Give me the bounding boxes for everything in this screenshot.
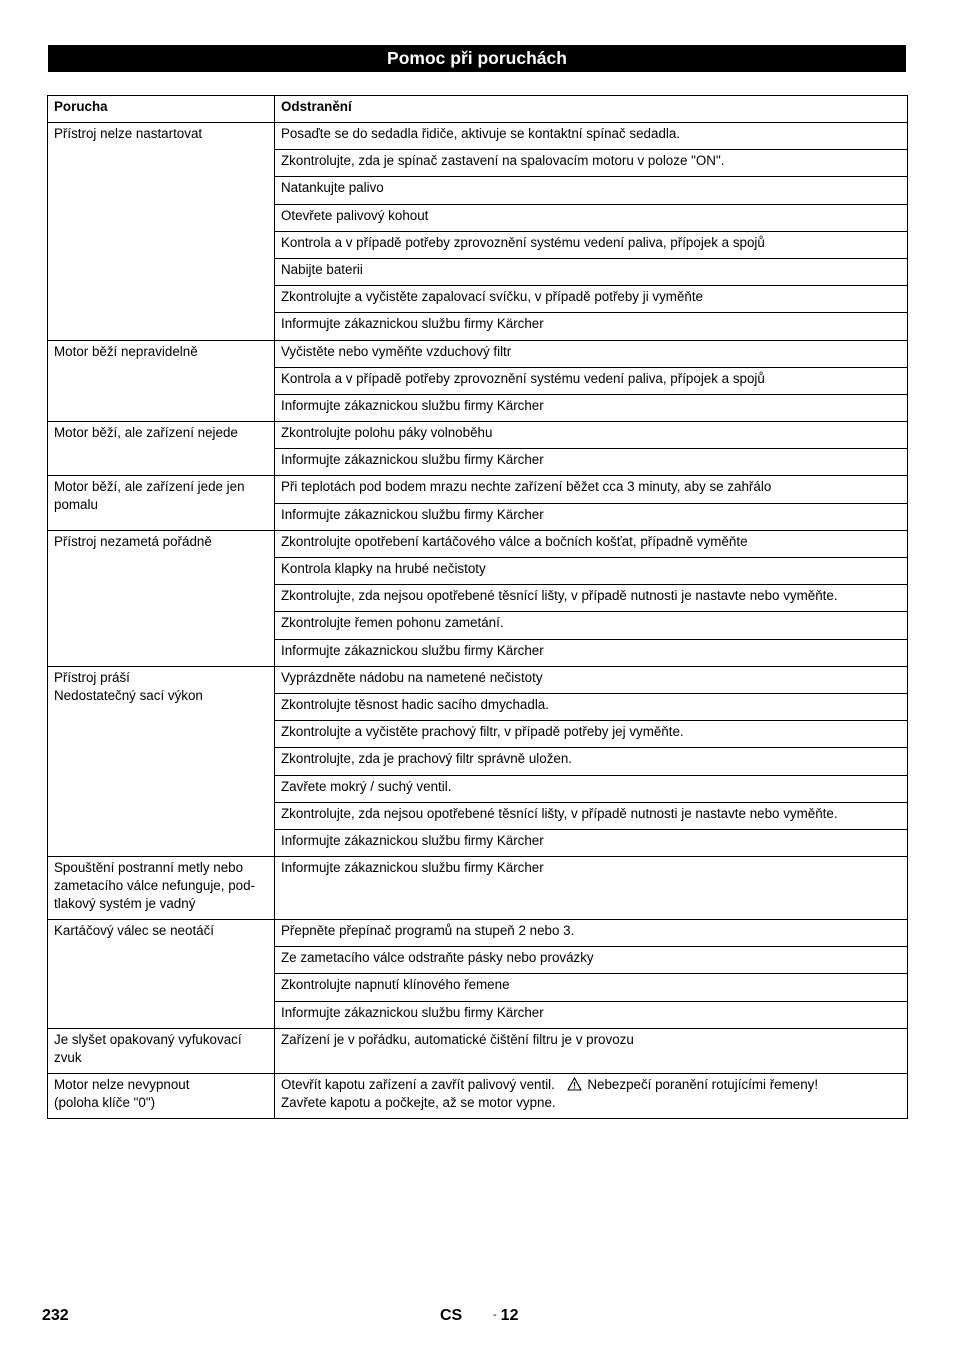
remedy-cell: Zkontrolujte řemen pohonu zametání. <box>275 612 908 639</box>
remedy-cell: Informujte zákaznickou službu firmy Kärcher <box>275 394 908 421</box>
remedy-cell: Ze zametacího válce odstraňte pásky nebo provázky <box>275 947 908 974</box>
remedy-cell: Přepněte přepínač programů na stupeň 2 nebo 3. <box>275 920 908 947</box>
remedy-cell: Zkontrolujte, zda nejsou opotřebené těsnící lišty, v případě nutnosti je nastavte nebo vyměňte. <box>275 802 908 829</box>
remedy-cell: Informujte zákaznickou službu firmy Kärcher <box>275 503 908 530</box>
remedy-cell: Zkontrolujte napnutí klínového řemene <box>275 974 908 1001</box>
remedy-cell: Informujte zákaznickou službu firmy Kärcher <box>275 829 908 856</box>
remedy-cell: Zkontrolujte, zda je prachový filtr správně uložen. <box>275 748 908 775</box>
fault-line: Nedostatečný sací výkon <box>54 687 203 703</box>
remedy-cell: Informujte zákaznickou službu firmy Kärcher <box>275 449 908 476</box>
table-row <box>48 857 908 920</box>
fault-cell <box>48 1073 275 1118</box>
fault-cell: Motor běží, ale zařízení nejede <box>48 422 275 476</box>
table-row <box>48 530 908 557</box>
table-row <box>48 1073 908 1118</box>
fault-cell: Přístroj nezametá pořádně <box>48 530 275 666</box>
remedy-cell: Při teplotách pod bodem mrazu nechte zařízení běžet cca 3 minuty, aby se zahřálo <box>275 476 908 503</box>
remedy-cell: Nabijte baterii <box>275 258 908 285</box>
remedy-cell: Zkontrolujte polohu páky volnoběhu <box>275 422 908 449</box>
fault-line: Přístroj práší <box>54 669 130 685</box>
warning-text: Nebezpečí poranění rotujícími řemeny! <box>587 1076 819 1092</box>
remedy-cell: Zavřete mokrý / suchý ventil. <box>275 775 908 802</box>
language-code: CS <box>440 1307 463 1324</box>
remedy-cell: Kontrola a v případě potřeby zprovoznění systému vedení paliva, přípojek a spojů <box>275 367 908 394</box>
remedy-cell: Informujte zákaznickou službu firmy Kärcher <box>275 857 908 920</box>
fault-cell: Přístroj nelze nastartovat <box>48 123 275 341</box>
table-row <box>48 476 908 503</box>
remedy-cell: Zařízení je v pořádku, automatické čištění filtru je v provozu <box>275 1028 908 1073</box>
table-row <box>48 920 908 947</box>
remedy-cell: Zkontrolujte, zda je spínač zastavení na spalovacím motoru v poloze "ON". <box>275 150 908 177</box>
remedy-cell: Zkontrolujte opotřebení kartáčového válce a bočních košťat, případně vyměňte <box>275 530 908 557</box>
fault-line: (poloha klíče "0") <box>54 1094 156 1110</box>
remedy-line: Zavřete kapotu a počkejte, až se motor vypne. <box>281 1094 556 1110</box>
fault-cell: Spouštění postranní metly nebo zametacího válce nefunguje, pod-tlakový systém je vadný <box>48 857 275 920</box>
remedy-cell: Posaďte se do sedadla řidiče, aktivuje se kontaktní spínač sedadla. <box>275 123 908 150</box>
remedy-cell: Zkontrolujte, zda nejsou opotřebené těsnící lišty, v případě nutnosti je nastavte nebo vyměňte. <box>275 585 908 612</box>
header-fault: Porucha <box>48 96 275 123</box>
remedy-cell: Vyčistěte nebo vyměňte vzduchový filtr <box>275 340 908 367</box>
table-row <box>48 422 908 449</box>
remedy-cell: Vyprázdněte nádobu na nametené nečistoty <box>275 666 908 693</box>
remedy-cell: Informujte zákaznickou službu firmy Kärcher <box>275 639 908 666</box>
header-remedy: Odstranění <box>275 96 908 123</box>
remedy-text: Otevřít kapotu zařízení a zavřít palivový ventil. <box>281 1076 555 1092</box>
table-row <box>48 340 908 367</box>
table-row <box>48 666 908 693</box>
fault-cell <box>48 666 275 856</box>
remedy-cell <box>275 1073 908 1118</box>
fault-cell: Motor běží, ale zařízení jede jen pomalu <box>48 476 275 530</box>
table-row <box>48 123 908 150</box>
warning-triangle-icon <box>567 1077 582 1091</box>
section-page: 12 <box>500 1307 519 1324</box>
fault-cell: Motor běží nepravidelně <box>48 340 275 422</box>
remedy-cell: Natankujte palivo <box>275 177 908 204</box>
remedy-cell: Zkontrolujte těsnost hadic sacího dmychadla. <box>275 693 908 720</box>
remedy-cell: Zkontrolujte a vyčistěte zapalovací svíčku, v případě potřeby ji vyměňte <box>275 286 908 313</box>
page-number: 232 <box>42 1307 69 1324</box>
remedy-cell: Otevřete palivový kohout <box>275 204 908 231</box>
fault-cell: Kartáčový válec se neotáčí <box>48 920 275 1029</box>
remedy-cell: Informujte zákaznickou službu firmy Kärcher <box>275 313 908 340</box>
remedy-cell: Kontrola a v případě potřeby zprovoznění systému vedení paliva, přípojek a spojů <box>275 231 908 258</box>
fault-line: Motor nelze nevypnout <box>54 1076 190 1092</box>
remedy-cell: Zkontrolujte a vyčistěte prachový filtr, v případě potřeby jej vyměňte. <box>275 721 908 748</box>
table-header-row <box>48 96 908 123</box>
page-dash: - <box>493 1309 497 1321</box>
section-page-number <box>493 1307 518 1325</box>
remedy-cell: Kontrola klapky na hrubé nečistoty <box>275 558 908 585</box>
remedy-line <box>281 1076 901 1094</box>
fault-cell: Je slyšet opakovaný vyfukovací zvuk <box>48 1028 275 1073</box>
troubleshooting-table <box>47 95 908 1119</box>
page-title: Pomoc při poruchách <box>48 45 906 72</box>
table-row <box>48 1028 908 1073</box>
remedy-cell: Informujte zákaznickou službu firmy Kärcher <box>275 1001 908 1028</box>
